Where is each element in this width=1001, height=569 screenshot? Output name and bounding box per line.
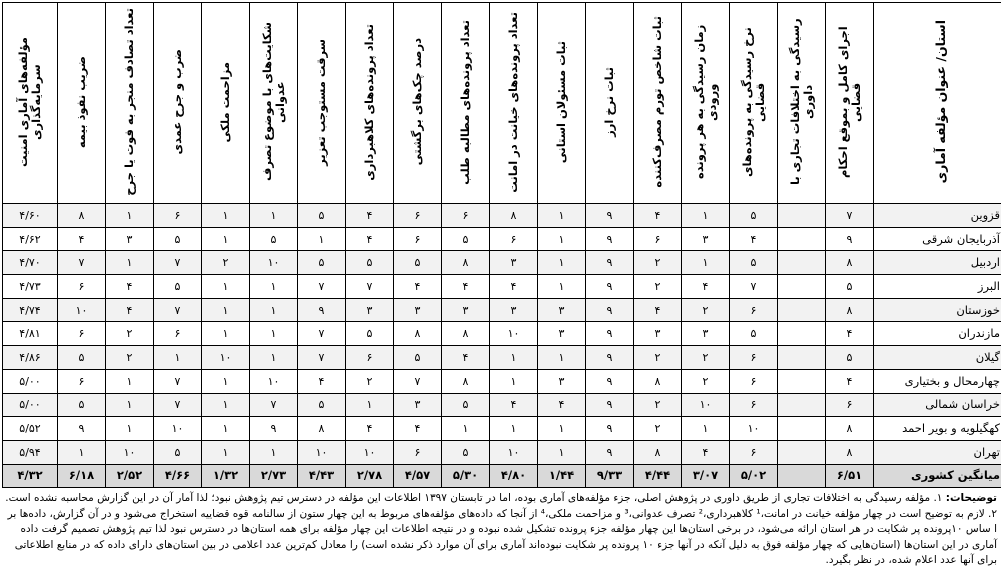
value-cell: ۱ <box>106 251 154 275</box>
total-value-cell: ۱/۴۴ <box>538 464 586 488</box>
value-cell: ۵ <box>442 227 490 251</box>
province-name-cell: آذربایجان شرقی <box>874 227 1001 251</box>
value-cell: ۴ <box>394 417 442 441</box>
value-cell: ۳ <box>106 227 154 251</box>
total-label-cell: میانگین کشوری <box>874 464 1001 488</box>
value-cell <box>778 393 826 417</box>
value-cell: ۸ <box>634 440 682 464</box>
value-cell: ۸ <box>826 298 874 322</box>
value-cell: ۵ <box>346 322 394 346</box>
column-header-0 <box>874 3 1001 204</box>
value-cell <box>778 298 826 322</box>
value-cell: ۵ <box>730 204 778 228</box>
value-cell: ۱ <box>538 251 586 275</box>
province-name-cell: قزوین <box>874 204 1001 228</box>
value-cell: ۷ <box>154 298 202 322</box>
column-header-label: تعداد تصادف منجر به فوت یا جرح <box>123 8 136 196</box>
value-cell: ۱ <box>202 298 250 322</box>
value-cell: ۷ <box>154 369 202 393</box>
province-name-cell: اردبیل <box>874 251 1001 275</box>
value-cell: ۴ <box>490 275 538 299</box>
column-header-label: رسیدگی به اختلافات تجاری با داوری <box>789 6 815 198</box>
value-cell: ۱ <box>250 298 298 322</box>
column-header-8 <box>490 3 538 204</box>
value-cell: ۱ <box>682 251 730 275</box>
value-cell: ۳ <box>538 369 586 393</box>
value-cell: ۳ <box>538 298 586 322</box>
value-cell: ۱ <box>154 346 202 370</box>
column-header-label: زمان رسیدگی به هر پرونده ورودی <box>693 6 719 198</box>
notes-section <box>2 491 999 569</box>
province-name-cell: گیلان <box>874 346 1001 370</box>
value-cell: ۴ <box>826 369 874 393</box>
column-header-12 <box>298 3 346 204</box>
column-header-label: ضرب و جرح عمدی <box>171 49 184 154</box>
value-cell: ۱۰ <box>154 417 202 441</box>
note-1 <box>4 491 997 507</box>
value-cell: ۶ <box>394 204 442 228</box>
value-cell: ۶ <box>58 322 106 346</box>
value-cell: ۶ <box>394 440 442 464</box>
value-cell <box>778 251 826 275</box>
value-cell: ۱ <box>538 440 586 464</box>
value-cell: ۴ <box>826 322 874 346</box>
table-row <box>3 227 1001 251</box>
report-table-page <box>2 2 999 569</box>
column-header-4 <box>682 3 730 204</box>
value-cell: ۹ <box>250 417 298 441</box>
column-header-label: سرقت مستوجب تعزیر <box>315 39 328 166</box>
value-cell: ۴ <box>394 275 442 299</box>
column-header-10 <box>394 3 442 204</box>
value-cell: ۴ <box>58 227 106 251</box>
total-value-cell: ۵/۰۲ <box>730 464 778 488</box>
value-cell: ۱ <box>202 204 250 228</box>
value-cell: ۴ <box>682 440 730 464</box>
value-cell <box>778 417 826 441</box>
value-cell: ۲ <box>682 298 730 322</box>
value-cell: ۵ <box>298 204 346 228</box>
value-cell <box>778 346 826 370</box>
value-cell: ۲ <box>634 275 682 299</box>
value-cell: ۵ <box>250 227 298 251</box>
value-cell <box>778 369 826 393</box>
value-cell: ۶ <box>58 275 106 299</box>
value-cell: ۵ <box>154 440 202 464</box>
value-cell: ۳ <box>490 298 538 322</box>
value-cell: ۳ <box>634 322 682 346</box>
value-cell: ۱ <box>538 227 586 251</box>
province-name-cell: چهارمحال و بختیاری <box>874 369 1001 393</box>
value-cell: ۴ <box>730 227 778 251</box>
column-header-2 <box>778 3 826 204</box>
table-row <box>3 204 1001 228</box>
value-cell: ۶ <box>826 393 874 417</box>
table-row <box>3 369 1001 393</box>
value-cell: ۷ <box>826 204 874 228</box>
value-cell: ۹ <box>586 204 634 228</box>
value-cell <box>778 275 826 299</box>
province-name-cell: مازندران <box>874 322 1001 346</box>
value-cell: ۱ <box>250 346 298 370</box>
column-header-label: مزاحمت ملکی <box>219 62 232 143</box>
value-cell: ۹ <box>586 393 634 417</box>
note-2 <box>4 507 997 569</box>
value-cell: ۷ <box>298 346 346 370</box>
value-cell: ۵/۰۰ <box>3 369 58 393</box>
value-cell: ۸ <box>826 251 874 275</box>
value-cell: ۴ <box>298 369 346 393</box>
value-cell: ۶ <box>394 227 442 251</box>
total-value-cell: ۶/۵۱ <box>826 464 874 488</box>
value-cell: ۱۰ <box>346 440 394 464</box>
total-value-cell <box>778 464 826 488</box>
value-cell: ۹ <box>586 369 634 393</box>
value-cell: ۱ <box>106 204 154 228</box>
total-value-cell: ۴/۶۶ <box>154 464 202 488</box>
value-cell: ۵ <box>394 251 442 275</box>
value-cell: ۱ <box>106 417 154 441</box>
column-header-5 <box>634 3 682 204</box>
value-cell: ۸ <box>442 322 490 346</box>
value-cell: ۱۰ <box>202 346 250 370</box>
value-cell: ۲ <box>634 251 682 275</box>
value-cell: ۵ <box>298 251 346 275</box>
column-header-17 <box>58 3 106 204</box>
value-cell: ۳ <box>346 298 394 322</box>
value-cell: ۶ <box>730 298 778 322</box>
value-cell: ۵ <box>826 275 874 299</box>
table-row <box>3 346 1001 370</box>
total-value-cell: ۶/۱۸ <box>58 464 106 488</box>
value-cell: ۱ <box>250 204 298 228</box>
value-cell: ۵ <box>154 275 202 299</box>
value-cell: ۳ <box>682 322 730 346</box>
value-cell: ۵ <box>394 346 442 370</box>
value-cell: ۱ <box>442 417 490 441</box>
value-cell: ۸ <box>58 204 106 228</box>
value-cell: ۷ <box>346 275 394 299</box>
column-header-label: درصد چک‌های برگشتی <box>411 38 424 165</box>
value-cell: ۱۰ <box>490 322 538 346</box>
investment-security-table <box>2 2 1001 488</box>
column-header-1 <box>826 3 874 204</box>
table-row <box>3 322 1001 346</box>
value-cell: ۸ <box>826 440 874 464</box>
total-value-cell: ۴/۴۴ <box>634 464 682 488</box>
value-cell: ۴ <box>490 393 538 417</box>
value-cell: ۱ <box>202 393 250 417</box>
value-cell: ۳ <box>490 251 538 275</box>
value-cell: ۴/۶۰ <box>3 204 58 228</box>
value-cell: ۶ <box>730 369 778 393</box>
value-cell: ۴/۷۴ <box>3 298 58 322</box>
value-cell: ۵ <box>826 346 874 370</box>
value-cell: ۱۰ <box>730 417 778 441</box>
value-cell: ۵ <box>346 251 394 275</box>
value-cell: ۱ <box>490 417 538 441</box>
table-row <box>3 298 1001 322</box>
value-cell: ۱۰ <box>298 440 346 464</box>
column-header-7 <box>538 3 586 204</box>
value-cell: ۲ <box>202 251 250 275</box>
value-cell: ۶ <box>730 440 778 464</box>
province-name-cell: تهران <box>874 440 1001 464</box>
value-cell: ۶ <box>154 204 202 228</box>
value-cell: ۴ <box>442 346 490 370</box>
value-cell: ۷ <box>298 322 346 346</box>
column-header-label: نرخ رسیدگی به پرونده‌های قضایی <box>741 6 767 198</box>
total-value-cell: ۹/۳۳ <box>586 464 634 488</box>
column-header-label: ثبات مسئولان استانی <box>555 41 568 163</box>
value-cell: ۴ <box>346 227 394 251</box>
value-cell: ۶ <box>730 393 778 417</box>
column-header-13 <box>250 3 298 204</box>
column-header-label: شکایت‌های با موضوع تصرف عدوانی <box>261 6 287 198</box>
value-cell: ۵/۵۲ <box>3 417 58 441</box>
value-cell: ۳ <box>538 322 586 346</box>
value-cell: ۱۰ <box>58 298 106 322</box>
province-name-cell: البرز <box>874 275 1001 299</box>
value-cell: ۸ <box>442 369 490 393</box>
value-cell: ۴ <box>346 417 394 441</box>
table-row <box>3 275 1001 299</box>
value-cell: ۴ <box>634 298 682 322</box>
value-cell: ۱ <box>202 275 250 299</box>
value-cell: ۲ <box>634 346 682 370</box>
value-cell: ۴ <box>634 204 682 228</box>
value-cell: ۱ <box>106 369 154 393</box>
total-value-cell: ۴/۴۳ <box>298 464 346 488</box>
value-cell: ۷ <box>298 275 346 299</box>
total-value-cell: ۴/۸۰ <box>490 464 538 488</box>
value-cell: ۱ <box>682 417 730 441</box>
value-cell: ۶ <box>730 346 778 370</box>
value-cell: ۸ <box>490 204 538 228</box>
value-cell <box>778 322 826 346</box>
value-cell: ۵ <box>58 346 106 370</box>
table-row <box>3 393 1001 417</box>
total-value-cell: ۴/۳۲ <box>3 464 58 488</box>
value-cell: ۱ <box>250 322 298 346</box>
value-cell: ۱ <box>106 393 154 417</box>
value-cell: ۱ <box>202 369 250 393</box>
value-cell: ۲ <box>106 346 154 370</box>
column-header-6 <box>586 3 634 204</box>
value-cell: ۲ <box>634 417 682 441</box>
value-cell: ۱۰ <box>106 440 154 464</box>
total-value-cell: ۱/۳۲ <box>202 464 250 488</box>
value-cell: ۷ <box>154 393 202 417</box>
value-cell: ۳ <box>682 227 730 251</box>
value-cell <box>778 440 826 464</box>
value-cell: ۱ <box>490 346 538 370</box>
value-cell <box>778 227 826 251</box>
column-header-label: مؤلفه‌های آماری امنیت سرمایه‌گذاری <box>17 6 43 198</box>
value-cell: ۸ <box>442 251 490 275</box>
value-cell: ۹ <box>586 417 634 441</box>
value-cell: ۱ <box>250 440 298 464</box>
value-cell: ۵ <box>298 393 346 417</box>
value-cell: ۴ <box>346 204 394 228</box>
value-cell: ۲ <box>682 369 730 393</box>
value-cell: ۷ <box>730 275 778 299</box>
column-header-18 <box>3 3 58 204</box>
table-row <box>3 417 1001 441</box>
value-cell: ۵ <box>730 322 778 346</box>
value-cell: ۱ <box>538 204 586 228</box>
value-cell: ۴/۷۰ <box>3 251 58 275</box>
value-cell: ۱ <box>490 369 538 393</box>
value-cell: ۹ <box>586 251 634 275</box>
value-cell: ۷ <box>394 369 442 393</box>
value-cell: ۱۰ <box>250 369 298 393</box>
value-cell: ۴/۸۱ <box>3 322 58 346</box>
value-cell: ۶ <box>346 346 394 370</box>
table-row <box>3 440 1001 464</box>
value-cell: ۴ <box>106 298 154 322</box>
column-header-label: استان/ عنوان مؤلفه آماری <box>934 20 947 183</box>
value-cell: ۱ <box>346 393 394 417</box>
value-cell: ۵/۰۰ <box>3 393 58 417</box>
value-cell: ۹ <box>586 440 634 464</box>
value-cell: ۲ <box>346 369 394 393</box>
value-cell: ۹ <box>586 227 634 251</box>
province-name-cell: خوزستان <box>874 298 1001 322</box>
total-value-cell: ۵/۳۰ <box>442 464 490 488</box>
value-cell: ۹ <box>298 298 346 322</box>
column-header-label: تعداد پرونده‌های مطالبه طلب <box>459 20 472 185</box>
value-cell <box>778 204 826 228</box>
total-value-cell: ۳/۰۷ <box>682 464 730 488</box>
value-cell: ۱۰ <box>250 251 298 275</box>
column-header-3 <box>730 3 778 204</box>
value-cell: ۴ <box>538 393 586 417</box>
value-cell: ۱ <box>202 322 250 346</box>
column-header-label: تعداد پرونده‌های خیانت در امانت <box>507 12 520 193</box>
value-cell: ۱ <box>682 204 730 228</box>
value-cell: ۱ <box>298 227 346 251</box>
column-header-label: ثبات شاخص تورم مصرف‌کننده <box>651 16 664 188</box>
value-cell: ۳ <box>394 298 442 322</box>
value-cell: ۹ <box>586 322 634 346</box>
value-cell: ۱ <box>202 227 250 251</box>
value-cell: ۲ <box>682 346 730 370</box>
province-name-cell: خراسان شمالی <box>874 393 1001 417</box>
value-cell: ۹ <box>58 417 106 441</box>
notes-label: توضیحات: <box>946 492 997 504</box>
total-value-cell: ۲/۷۳ <box>250 464 298 488</box>
total-value-cell: ۲/۵۲ <box>106 464 154 488</box>
column-header-15 <box>154 3 202 204</box>
value-cell: ۶ <box>442 204 490 228</box>
value-cell: ۹ <box>586 298 634 322</box>
value-cell: ۵ <box>442 393 490 417</box>
value-cell: ۴ <box>106 275 154 299</box>
column-header-label: ضریب نفوذ بیمه <box>75 56 88 148</box>
value-cell: ۹ <box>826 227 874 251</box>
column-header-label: ثبات نرخ ارز <box>603 67 616 137</box>
value-cell: ۱ <box>538 346 586 370</box>
table-header-row <box>3 3 1001 204</box>
value-cell: ۸ <box>298 417 346 441</box>
total-value-cell: ۲/۷۸ <box>346 464 394 488</box>
value-cell: ۱ <box>250 275 298 299</box>
total-value-cell: ۴/۵۷ <box>394 464 442 488</box>
value-cell: ۴ <box>682 275 730 299</box>
table-row <box>3 251 1001 275</box>
value-cell: ۵ <box>442 440 490 464</box>
value-cell: ۸ <box>394 322 442 346</box>
value-cell: ۱ <box>538 275 586 299</box>
value-cell: ۳ <box>442 298 490 322</box>
note-1-text: ۱. مؤلفه رسیدگی به اختلافات تجاری از طریق داوری در پژوهش اصلی، جزء مؤلفه‌های آماری بوده، اما در تابستان ۱۳۹۷ اطلاعات این مؤلفه در دسترس تیم پژوهش نبود؛ لذا آمار آن در این گزارش محاسبه نشده است. <box>5 492 942 504</box>
value-cell: ۸ <box>634 369 682 393</box>
value-cell: ۴/۶۲ <box>3 227 58 251</box>
column-header-label: تعداد پرونده‌های کلاهبرداری <box>363 24 376 181</box>
value-cell: ۴/۷۳ <box>3 275 58 299</box>
column-header-14 <box>202 3 250 204</box>
province-name-cell: کهگیلویه و بویر احمد <box>874 417 1001 441</box>
value-cell: ۵ <box>154 227 202 251</box>
value-cell: ۵/۹۴ <box>3 440 58 464</box>
value-cell: ۱ <box>58 440 106 464</box>
value-cell: ۹ <box>586 346 634 370</box>
value-cell: ۲ <box>106 322 154 346</box>
value-cell: ۲ <box>634 393 682 417</box>
value-cell: ۷ <box>58 251 106 275</box>
column-header-16 <box>106 3 154 204</box>
value-cell: ۴/۸۶ <box>3 346 58 370</box>
value-cell: ۷ <box>154 251 202 275</box>
value-cell: ۳ <box>394 393 442 417</box>
column-header-11 <box>346 3 394 204</box>
value-cell: ۶ <box>154 322 202 346</box>
value-cell: ۷ <box>250 393 298 417</box>
value-cell: ۵ <box>58 393 106 417</box>
value-cell: ۶ <box>58 369 106 393</box>
value-cell: ۱۰ <box>490 440 538 464</box>
note-2-text: ۲. لازم به توضیح است در چهار مؤلفه خیانت در امانت،¹ کلاهبرداری،² تصرف عدوانی،³ و مزاحمت ملکی،⁴ از آنجا که داده‌های مؤلفه‌های مربوط به این چهار ستون از سالنامه قوه قضاییه استخراج می‌شود و در آن گزارش، داده‌ها بر ا ساس ۱۰پرونده پر شکایت در هر استان ارائه می‌شود، در برخی استان‌ها این چهار مؤلفه جزء پرونده تشکیل شده نبوده و در نتیجه اطلاعات این چهار مؤلفه برای همه استان‌ها در دسترس نبود لذا تیم پژوهش تصمیم گرفت داده آماری در این استان‌ها (استان‌هایی که چهار مؤلفه فوق به دلیل آنکه در آنها جزء ۱۰ پرونده پر شکایت نبوده‌اند آماری برای آن موارد ذکر نشده است) را معادل کم‌ترین عدد اعلامی در بین استان‌های دارای داده که در منابع اطلاعاتی برای آنها عدد اعلام شده، در نظر بگیرد. <box>8 508 997 567</box>
value-cell: ۹ <box>586 275 634 299</box>
value-cell: ۱۰ <box>682 393 730 417</box>
value-cell: ۴ <box>442 275 490 299</box>
value-cell: ۱ <box>538 417 586 441</box>
national-average-row <box>3 464 1001 488</box>
value-cell: ۸ <box>826 417 874 441</box>
column-header-9 <box>442 3 490 204</box>
column-header-label: اجرای کامل و بموقع احکام قضایی <box>837 6 863 198</box>
value-cell: ۶ <box>634 227 682 251</box>
value-cell: ۶ <box>490 227 538 251</box>
value-cell: ۵ <box>730 251 778 275</box>
value-cell: ۱ <box>202 417 250 441</box>
value-cell: ۱ <box>202 440 250 464</box>
